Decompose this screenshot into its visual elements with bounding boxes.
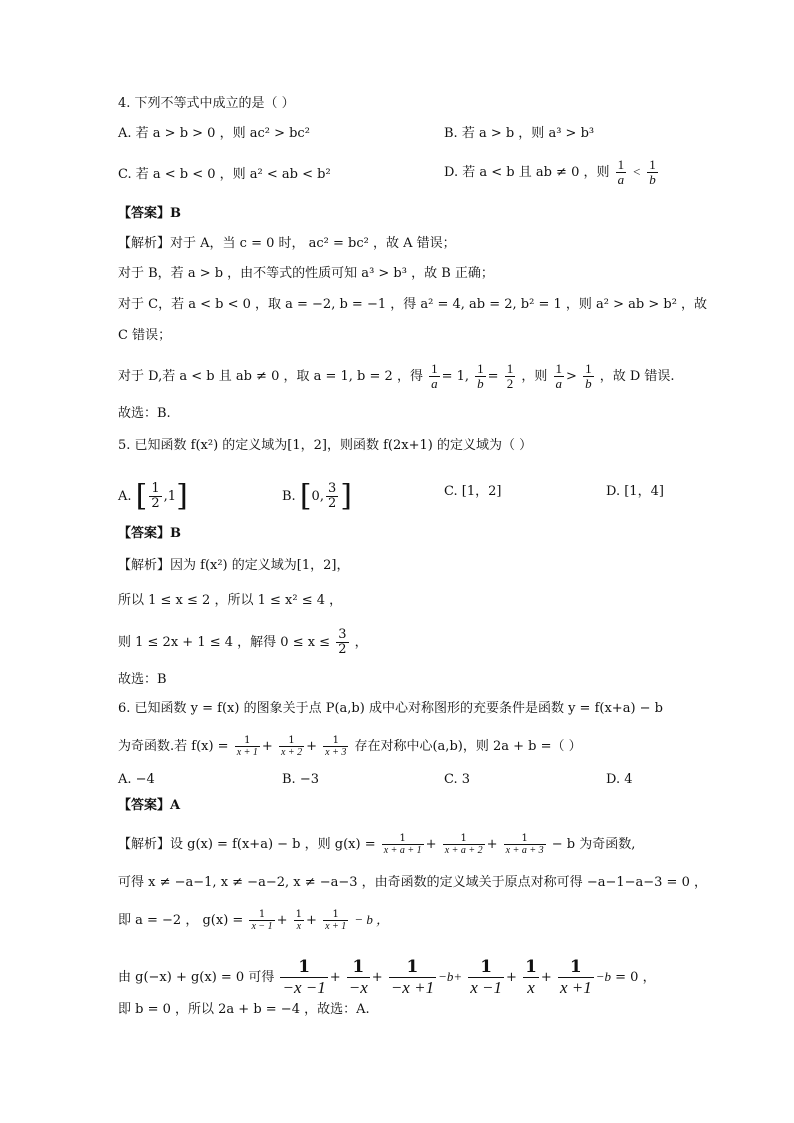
q6-stem-line-2-text: 为奇函数.若 f(x) = [118, 739, 229, 754]
fraction: $\frac{1}{x + 3}$ [325, 735, 347, 758]
q5-explanation-3 [118, 628, 368, 657]
q6-option-d: D. 4 [606, 772, 633, 787]
fraction: $\frac{1}{x + a + 2}$ [444, 833, 483, 856]
q5-explanation-2: 所以 1 ≤ x ≤ 2 ，所以 1 ≤ x² ≤ 4 ， [118, 593, 343, 608]
q6-explanation-4-end: = 0 ， [615, 970, 656, 985]
fraction: $\frac{1}{b}$ [477, 361, 484, 391]
fraction: $\frac{1}{a}$ [617, 157, 625, 187]
fraction: $\frac{3}{2}$ [338, 627, 347, 657]
q4-explanation-c-cont: C 错误； [118, 328, 172, 343]
q5-option-b-label: B. [282, 489, 296, 504]
fraction: $\frac{1}{b}$ [649, 157, 656, 187]
q4-option-d-text: D. 若 a < b 且 ab ≠ 0 ，则 [444, 165, 610, 180]
fraction: $\frac{1}{x + a + 1}$ [383, 833, 422, 856]
fraction: $\frac{1}{x}$ [295, 909, 303, 932]
q4-explanation-b: 对于 B，若 a > b ，由不等式的性质可知 a³ > b³ ，故 B 正确； [118, 266, 494, 281]
q5-conclusion: 故选：B [118, 672, 167, 687]
q6-option-c: C. 3 [444, 772, 471, 787]
q6-stem-line-2: 为奇函数.若 f(x) = $\frac{1}{x + 1}$ + $\frac{1}{x + 2}$ + $\frac{1}{x + 3}$ 存在对称中心(a,b)，则 2a + b =（ ） [118, 735, 582, 758]
q4-option-b: B. 若 a > b ，则 a³ > b³ [444, 126, 595, 141]
q4-explanation-d-text: 对于 D,若 a < b 且 ab ≠ 0 ，取 a = 1, b = 2 ，得 [118, 369, 423, 384]
fraction: $\frac{1}{-x +1}$ [390, 957, 435, 997]
fraction: $\frac{1}{x + 1}$ [236, 735, 258, 758]
q4-explanation-d: 对于 D,若 a < b 且 ab ≠ 0 ，取 a = 1, b = 2 ，得 $\frac{1}{a}$ = 1, $\frac{1}{b}$ = $\frac{1}{2}$ ，则 $\frac{1}{a}$ > $\frac{1}{b}$ ，故 D 错误. [118, 361, 675, 391]
fraction: $\frac{1}{x - 1}$ [251, 909, 273, 932]
fraction: $\frac{3}{2}$ [327, 481, 337, 511]
q6-answer: 【答案】A [118, 798, 181, 813]
q4-answer: 【答案】B [118, 206, 181, 221]
fraction: $\frac{1}{x +1}$ [559, 957, 592, 997]
q4-stem: 4. 下列不等式中成立的是（ ） [118, 96, 295, 111]
q6-explanation-2: 可得 x ≠ −a−1, x ≠ −a−2, x ≠ −a−3 ，由奇函数的定义域关于原点对称可得 −a−1−a−3 = 0 ， [118, 875, 707, 890]
q4-conclusion: 故选：B. [118, 406, 171, 421]
fraction: $\frac{1}{x + 2}$ [280, 735, 303, 758]
q4-option-c: C. 若 a < b < 0 ，则 a² < ab < b² [118, 167, 331, 182]
q5-answer: 【答案】B [118, 526, 181, 541]
q5-option-c: C. [1，2] [444, 484, 502, 499]
fraction: $\frac{1}{x + a + 3}$ [505, 833, 544, 856]
q6-explanation-4: 由 g(−x) + g(x) = 0 可得 $\frac{1}{-x -1}$ + $\frac{1}{-x}$ + $\frac{1}{-x +1}$ −b+ $\frac{1}{x -1}$ + $\frac{1}{x}$ + $\frac{1}{x +1}$ −b = 0 ， [118, 957, 656, 997]
q4-explanation-c: 对于 C，若 a < b < 0 ，取 a = −2, b = −1 ，得 a² = 4, ab = 2, b² = 1 ，则 a² > ab > b² ，故 [118, 297, 708, 312]
q5-explanation-1: 【解析】因为 f(x²) 的定义域为[1，2]， [118, 558, 350, 573]
fraction: $\frac{1}{2}$ [506, 361, 514, 391]
q6-option-b: B. −3 [282, 772, 319, 787]
q6-explanation-3: 即 a = −2 ， g(x) = $\frac{1}{x - 1}$ + $\frac{1}{x}$ + $\frac{1}{x + 1}$ − b ， [118, 909, 390, 932]
q5-stem: 5. 已知函数 f(x²) 的定义域为[1，2]，则函数 f(2x+1) 的定义域为（ ） [118, 438, 533, 453]
fraction: $\frac{1}{x + 1}$ [325, 909, 347, 932]
q4-explanation-d-mid: ，则 [521, 369, 548, 384]
q6-stem-line-1: 6. 已知函数 y = f(x) 的图象关于点 P(a,b) 成中心对称图形的充要条件是函数 y = f(x+a) − b [118, 701, 663, 716]
q6-explanation-4-text: 由 g(−x) + g(x) = 0 可得 [118, 970, 275, 985]
fraction: $\frac{1}{-x -1}$ [282, 957, 326, 997]
q5-option-a-label: A. [118, 489, 132, 504]
fraction: $\frac{1}{a}$ [431, 361, 438, 391]
q6-explanation-1-text: 【解析】设 g(x) = f(x+a) − b ，则 g(x) = [118, 837, 376, 852]
q5-explanation-3-text: 则 1 ≤ 2x + 1 ≤ 4 ，解得 0 ≤ x ≤ [118, 635, 331, 650]
fraction: $\frac{1}{b}$ [585, 361, 592, 391]
q4-explanation-d-end: ，故 D 错误. [599, 369, 675, 384]
fraction: $\frac{1}{-x}$ [348, 957, 368, 997]
q6-option-a: A. −4 [118, 772, 155, 787]
q5-option-b: B. [0, $\frac{3}{2}$ ] [282, 478, 352, 514]
q4-option-d: D. 若 a < b 且 ab ≠ 0 ，则 $\frac{1}{a}$ < $\frac{1}{b}$ [444, 157, 656, 187]
q6-explanation-1-end: − b 为奇函数, [551, 837, 636, 852]
fraction: $\frac{1}{x -1}$ [470, 957, 503, 997]
q4-explanation-a: 【解析】对于 A，当 c = 0 时， ac² = bc² ，故 A 错误； [118, 236, 456, 251]
q5-explanation-3-end: ， [354, 635, 368, 650]
q6-stem-line-2-end: 存在对称中心(a,b)，则 2a + b =（ ） [354, 739, 582, 754]
q6-explanation-5: 即 b = 0 ，所以 2a + b = −4 ，故选：A. [118, 1002, 370, 1017]
fraction: $\frac{1}{a}$ [555, 361, 563, 391]
q4-option-a: A. 若 a > b > 0 ，则 ac² > bc² [118, 126, 310, 141]
q5-option-d: D. [1，4] [606, 484, 664, 499]
q6-explanation-1: 【解析】设 g(x) = f(x+a) − b ，则 g(x) = $\frac{1}{x + a + 1}$ + $\frac{1}{x + a + 2}$ + $\frac{1}{x + a + 3}$ − b 为奇函数, [118, 833, 636, 856]
fraction: $\frac{1}{x}$ [525, 957, 537, 997]
q6-explanation-3-text: 即 a = −2 ， g(x) = [118, 913, 244, 928]
fraction: $\frac{1}{2}$ [151, 481, 160, 511]
q5-option-a: A. [ $\frac{1}{2}$ ,1] [118, 478, 188, 514]
